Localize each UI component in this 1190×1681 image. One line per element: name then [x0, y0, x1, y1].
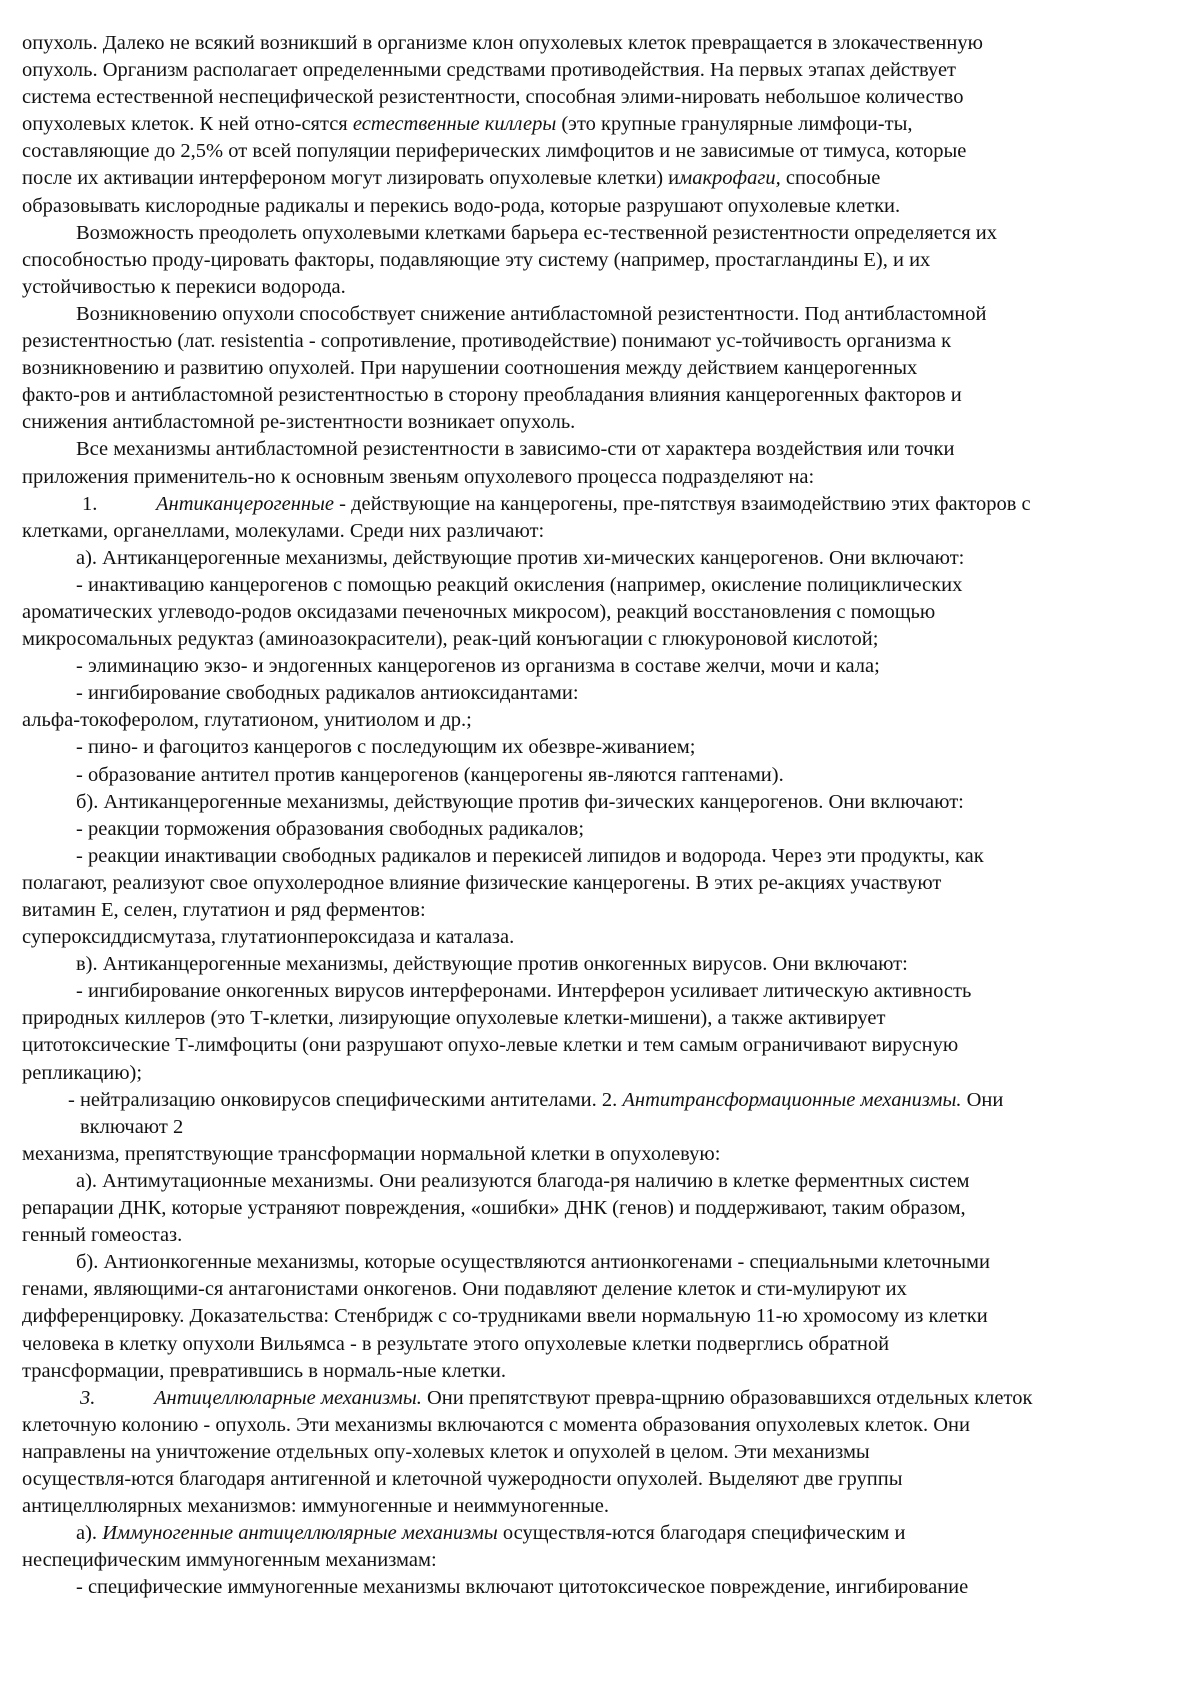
- text-line: образовывать кислородные радикалы и перекись водо-рода, которые разрушают опухолевые клетки.: [22, 194, 901, 217]
- text-line: система естественной неспецифической резистентности, способная элими-нировать небольшое количество: [22, 86, 964, 109]
- list-item: - элиминацию экзо- и эндогенных канцерогенов из организма в составе желчи, мочи и кала;: [76, 655, 880, 678]
- text-line: устойчивостью к перекиси водорода.: [22, 275, 346, 298]
- list-item: - ингибирование свободных радикалов антиоксидантами:: [76, 682, 579, 705]
- italic-term: макрофаги,: [679, 167, 781, 190]
- paragraph-start: а). Антиканцерогенные механизмы, действующие против хи-мических канцерогенов. Они включают:: [76, 546, 965, 569]
- numbered-item-1: [22, 491, 1154, 518]
- list-item: - инактивацию канцерогенов с помощью реакций окисления (например, окисление полициклических: [76, 573, 963, 596]
- text-line: опухоль. Организм располагает определенными средствами противодействия. На первых этапах действует: [22, 59, 957, 82]
- paragraph-start: в). Антиканцерогенные механизмы, действующие против онкогенных вирусов. Они включают:: [76, 953, 908, 976]
- text-span: Они: [961, 1088, 1004, 1111]
- text-line: направлены на уничтожение отдельных опу-холевых клеток и опухолей в целом. Эти механизмы: [22, 1440, 870, 1463]
- paragraph-start: Все механизмы антибластомной резистентности в зависимо-сти от характера воздействия или точки: [76, 438, 955, 461]
- italic-term: Антицеллюларные механизмы.: [154, 1386, 422, 1409]
- text-span: Они препятствуют превра-щрнию образовавшихся отдельных клеток: [421, 1386, 1033, 1409]
- text-span: способные: [780, 167, 881, 190]
- text-span: опухолевых клеток. К ней отно-сятся: [22, 113, 353, 136]
- text-line: альфа-токоферолом, глутатионом, унитиолом и др.;: [22, 709, 472, 732]
- text-line: микросомальных редуктаз (аминоазокрасители), реак-ций конъюгации с глюкуроновой кислотой;: [22, 628, 879, 651]
- text-line: [22, 111, 1154, 138]
- text-line: клетками, органеллами, молекулами. Среди них различают:: [22, 519, 545, 542]
- text-span: - действующие на канцерогены, пре-пятствуя взаимодействию этих факторов с: [334, 492, 1031, 515]
- text-line: осуществля-ются благодаря антигенной и клеточной чужеродности опухолей. Выделяют две группы: [22, 1467, 903, 1490]
- text-span: (это крупные гранулярные лимфоци-ты,: [556, 113, 913, 136]
- text-line: полагают, реализуют свое опухолеродное влияние физические канцерогены. В этих ре-акциях участвуют: [22, 871, 942, 894]
- list-item: - ингибирование онкогенных вирусов интерферонами. Интерферон усиливает литическую активность: [76, 980, 972, 1003]
- italic-term: естественные киллеры: [352, 113, 557, 136]
- list-item: - образование антител против канцерогенов (канцерогены яв-ляются гаптенами).: [76, 763, 784, 786]
- text-line: составляющие до 2,5% от всей популяции периферических лимфоцитов и не зависимые от тимуса, которые: [22, 140, 967, 163]
- item-number: 3.: [80, 1386, 96, 1409]
- paragraph-start: Возникновению опухоли способствует снижение антибластомной резистентности. Под антибластомной: [76, 302, 987, 325]
- text-line: неспецифическим иммуногенным механизмам:: [22, 1549, 437, 1572]
- text-line: клеточную колонию - опухоль. Эти механизмы включаются с момента образования опухолевых клеток. Они: [22, 1413, 970, 1436]
- list-item: - реакции торможения образования свободных радикалов;: [76, 817, 585, 840]
- text-span: а).: [76, 1522, 103, 1545]
- text-line: возникновению и развитию опухолей. При нарушении соотношения между действием канцерогенных: [22, 357, 918, 380]
- text-line: человека в клетку опухоли Вильямса - в результате этого опухолевые клетки подверглись обратной: [22, 1332, 890, 1355]
- text-line: приложения применитель-но к основным звеньям опухолевого процесса подразделяют на:: [22, 465, 815, 488]
- text-line: способностью проду-цировать факторы, подавляющие эту систему (например, простагландины Е), и их: [22, 248, 931, 271]
- list-item: [22, 1087, 1154, 1114]
- paragraph-start: а). Антимутационные механизмы. Они реализуются благода-ря наличию в клетке ферментных систем: [76, 1169, 970, 1192]
- paragraph-start: б). Антионкогенные механизмы, которые осуществляются антионкогенами - специальными клеточными: [76, 1251, 990, 1274]
- text-line: факто-ров и антибластомной резистентностью в сторону преобладания влияния канцерогенных факторов и: [22, 384, 962, 407]
- text-line: генами, являющими-ся антагонистами онкогенов. Они подавляют деление клеток и сти-мулируют их: [22, 1278, 907, 1301]
- text-line: репарации ДНК, которые устраняют повреждения, «ошибки» ДНК (генов) и поддерживают, таким образом,: [22, 1197, 966, 1220]
- paragraph-start: [22, 1520, 1154, 1547]
- text-line: цитотоксические Т-лимфоциты (они разрушают опухо-левые клетки и тем самым ограничивают вирусную: [22, 1034, 959, 1057]
- text-line: генный гомеостаз.: [22, 1224, 183, 1247]
- italic-term: Иммуногенные антицеллюлярные механизмы: [102, 1522, 498, 1545]
- text-line: ароматических углеводо-родов оксидазами печеночных микросом), реакций восстановления с помощью: [22, 600, 936, 623]
- list-item: - пино- и фагоцитоз канцерогов с последующим их обезвре-живанием;: [76, 736, 696, 759]
- text-line: включают 2: [80, 1115, 184, 1138]
- paragraph-start: Возможность преодолеть опухолевыми клетками барьера ес-тественной резистентности определяется их: [76, 221, 997, 244]
- text-line: [22, 165, 1154, 192]
- text-line: опухоль. Далеко не всякий возникший в организме клон опухолевых клеток превращается в злокачественную: [22, 32, 983, 54]
- text-span: осуществля-ются благодаря специфическим и: [497, 1522, 906, 1545]
- italic-term: Антиканцерогенные: [156, 492, 335, 515]
- text-span: после их активации интерфероном могут лизировать опухолевые клетки) и: [22, 167, 680, 190]
- text-line: витамин Е, селен, глутатион и ряд ферментов:: [22, 899, 426, 921]
- text-line: супероксиддисмутаза, глутатионпероксидаза и каталаза.: [22, 926, 515, 949]
- text-line: трансформации, превратившись в нормаль-ные клетки.: [22, 1359, 506, 1382]
- item-number: 1.: [82, 492, 98, 515]
- text-line: механизма, препятствующие трансформации нормальной клетки в опухолевую:: [22, 1142, 721, 1165]
- text-line: резистентностью (лат. resistentia - сопротивление, противодействие) понимают ус-тойчивость организма к: [22, 330, 952, 353]
- text-line: антицеллюлярных механизмов: иммуногенные и неиммуногенные.: [22, 1495, 610, 1518]
- text-line: снижения антибластомной ре-зистентности возникает опухоль.: [22, 411, 576, 434]
- text-span: - нейтрализацию онковирусов специфическими антителами. 2.: [68, 1088, 623, 1111]
- numbered-item-3: [22, 1385, 1154, 1412]
- list-item: - специфические иммуногенные механизмы включают цитотоксическое повреждение, ингибирование: [76, 1576, 969, 1599]
- text-line: природных киллеров (это Т-клетки, лизирующие опухолевые клетки-мишени), а также активирует: [22, 1007, 886, 1030]
- text-line: дифференцировку. Доказательства: Стенбридж с со-трудниками ввели нормальную 11-ю хромосому из клетки: [22, 1305, 988, 1328]
- italic-term: Антитрансформационные механизмы.: [622, 1088, 962, 1111]
- list-item: - реакции инактивации свободных радикалов и перекисей липидов и водорода. Через эти продукты, как: [76, 844, 984, 867]
- text-line: репликацию);: [22, 1061, 143, 1084]
- paragraph-start: б). Антиканцерогенные механизмы, действующие против фи-зических канцерогенов. Они включают:: [76, 790, 964, 813]
